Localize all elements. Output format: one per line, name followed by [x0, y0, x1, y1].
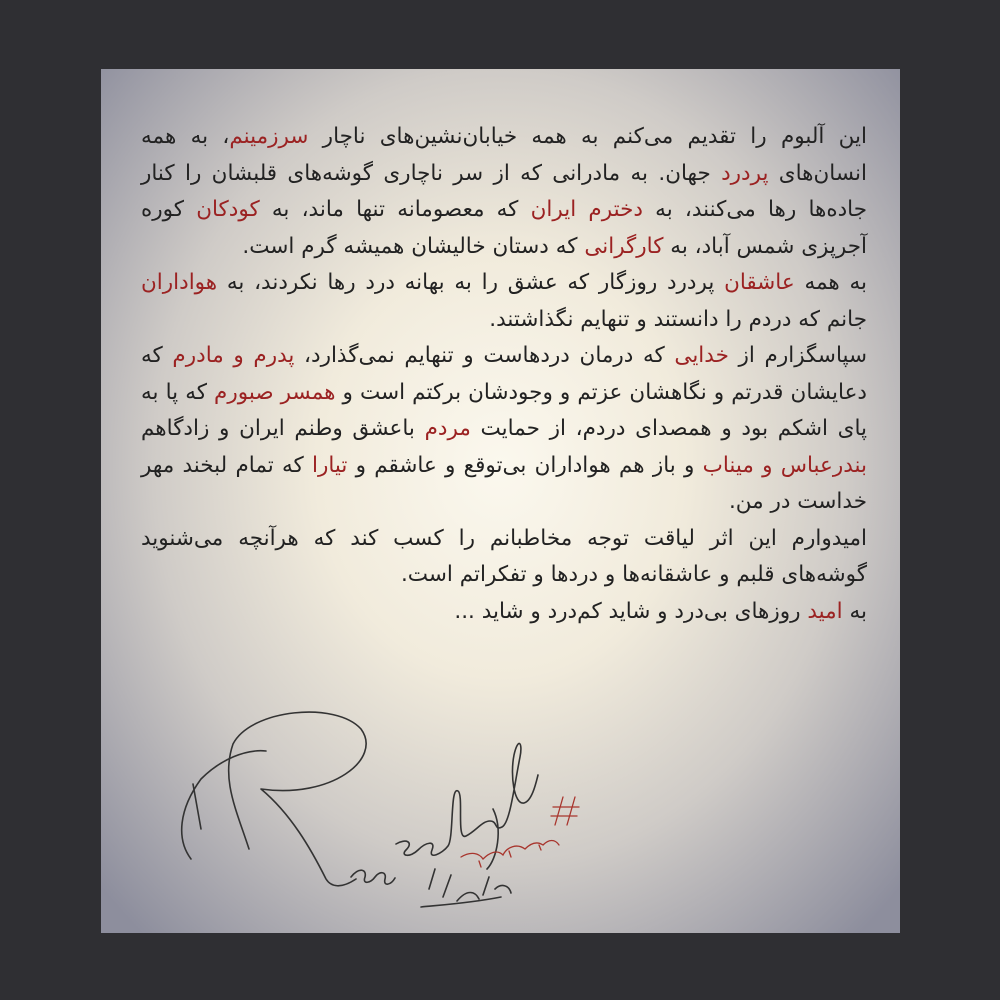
dedication-text-segment: که معصومانه تنها ماند، به: [259, 197, 531, 222]
dedication-paragraph: [141, 338, 867, 521]
dedication-text-segment: که درمان دردهاست و تنهایم نمی‌گذارد،: [294, 343, 675, 368]
highlighted-word: دخترم ایران: [530, 197, 643, 222]
dedication-text: [141, 119, 867, 630]
dedication-paragraph: [141, 521, 867, 594]
dedication-text-segment: پردرد روزگار که عشق را به بهانه درد رها نکردند، به: [217, 270, 725, 295]
highlighted-word: سرزمینم: [229, 124, 309, 149]
dedication-paragraph: [141, 119, 867, 265]
dedication-text-segment: به: [842, 598, 867, 624]
dedication-text-segment: به همه: [794, 270, 867, 295]
highlighted-word: مردم: [424, 416, 471, 441]
signature-drawing: [161, 689, 621, 929]
dedication-text-segment: جهان. به مادرانی که از سر ناچاری گوشه‌های قلبشان را کنار جاده‌ها رها می‌کنند، به: [141, 160, 868, 222]
dedication-text-segment: که تمام لبخند مهر خداست در من.: [141, 452, 867, 514]
dedication-text-segment: و باز هم هواداران بی‌توقع و عاشقم و: [347, 452, 703, 478]
dedication-text-segment: جانم که دردم را دانستند و تنهایم نگذاشتند.: [489, 306, 867, 332]
highlighted-word: عاشقان: [724, 270, 795, 295]
dedication-card: [101, 69, 900, 933]
highlighted-word: امید: [807, 598, 843, 624]
dedication-paragraph: [141, 265, 867, 338]
highlighted-word: کارگرانی: [584, 233, 664, 259]
highlighted-word: بندرعباس و میناب: [702, 452, 867, 478]
highlighted-word: تیارا: [311, 452, 348, 478]
dedication-text-segment: باعشق وطنم ایران و زادگاهم: [141, 416, 425, 441]
dedication-text-segment: روزهای بی‌درد و شاید کم‌درد و شاید ...: [454, 598, 808, 624]
dedication-text-segment: امیدوارم این اثر لیاقت توجه مخاطبانم را کسب کند که هرآنچه می‌شنوید گوشه‌های قلبم و عاشقانه‌ها و دردها و تفکراتم است.: [141, 525, 867, 587]
highlighted-word: خدایی: [674, 343, 729, 368]
dedication-text-segment: سپاسگزارم از: [728, 343, 867, 368]
dedication-text-segment: این آلبوم را تقدیم می‌کنم به همه خیابان‌نشین‌های ناچار: [308, 124, 867, 149]
highlighted-word: همسر صبورم: [214, 379, 336, 405]
dedication-text-segment: که دعایشان قدرتم و نگاهشان عزتم و وجودشان برکتم است و: [141, 343, 867, 405]
dedication-text-segment: که پا به پای اشکم بود و همصدای دردم، از حمایت: [141, 379, 867, 441]
highlighted-word: پردرد: [721, 160, 769, 186]
dedication-paragraph: [141, 594, 867, 631]
highlighted-word: پدرم و مادرم: [172, 343, 295, 368]
dedication-text-segment: ، به همه انسان‌های: [141, 124, 867, 186]
dedication-text-segment: کوره آجرپزی شمس آباد، به: [141, 197, 867, 259]
highlighted-word: هواداران: [141, 270, 218, 295]
highlighted-word: کودکان: [196, 197, 260, 222]
dedication-text-segment: که دستان خالیشان همیشه گرم است.: [242, 233, 585, 259]
